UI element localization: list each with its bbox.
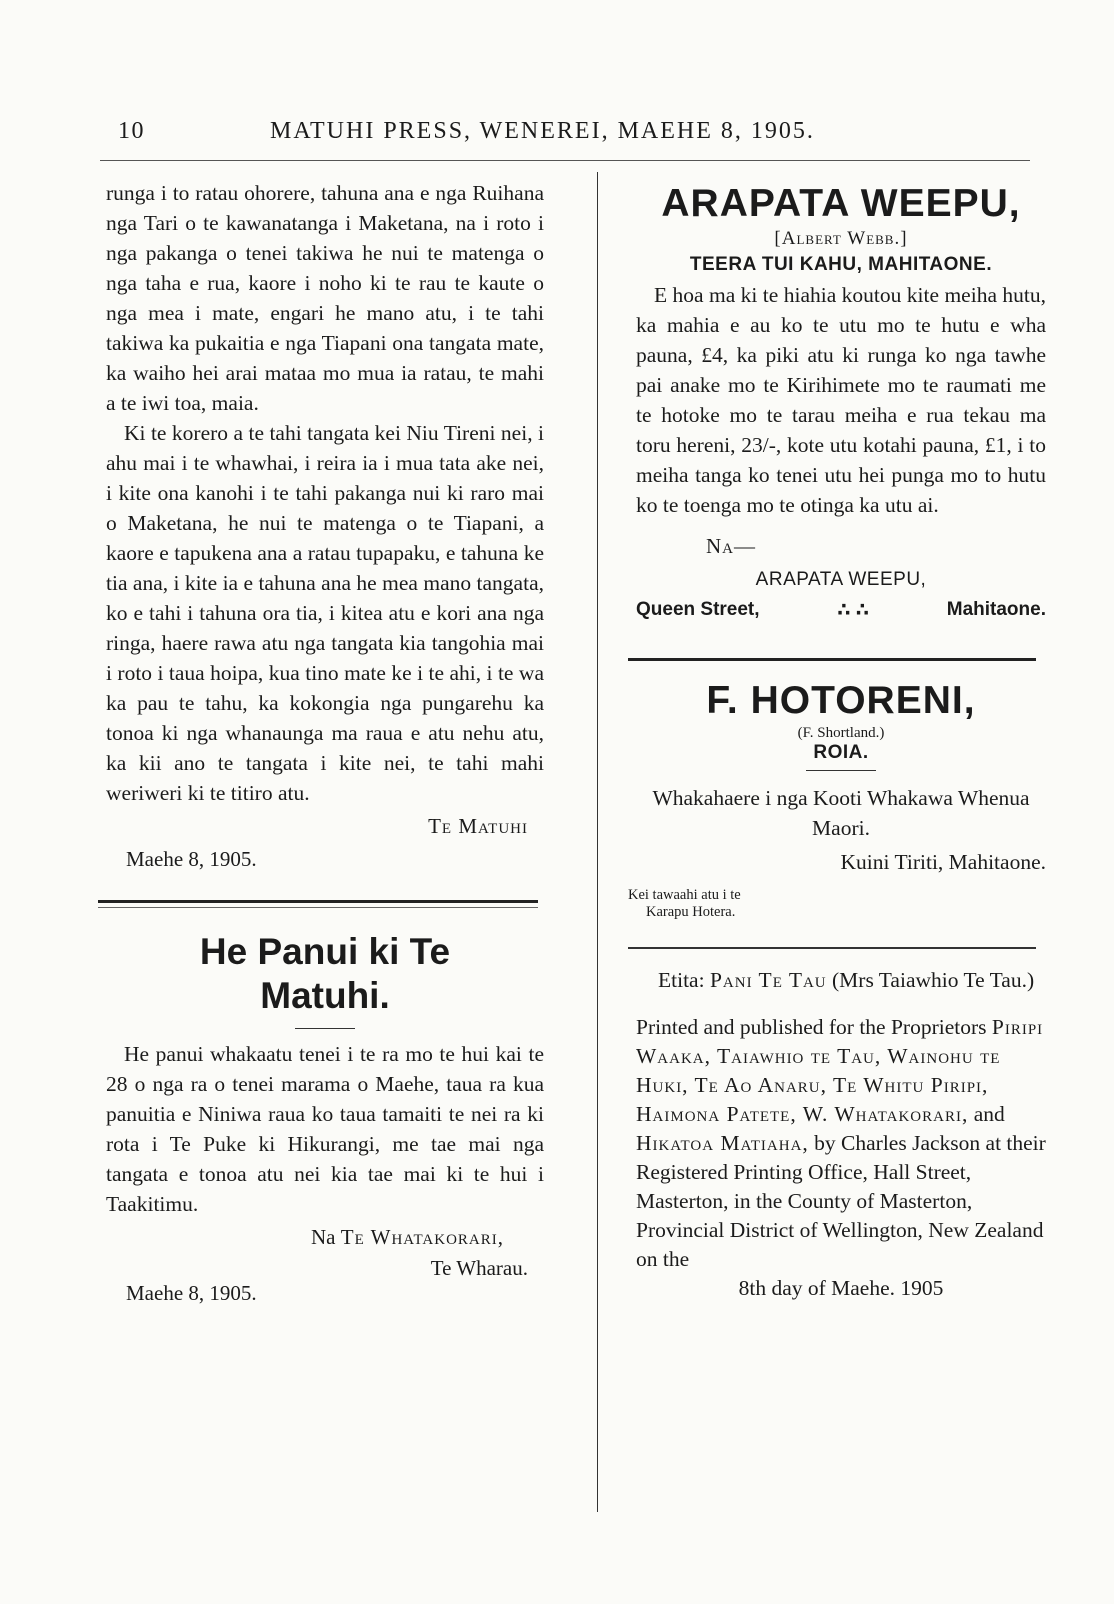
advert-sign-name: ARAPATA WEEPU, — [755, 569, 927, 590]
notice-signature-name: Te Whatakorari, — [340, 1225, 504, 1249]
editor-rule — [628, 947, 1036, 949]
notice-paragraph: He panui whakaatu tenei i te ra mo te hui kai te 28 o nga ra o tenei marama o Maehe, taua ra kua panuitia e Niniwa raua ko taua tamaiti te nei ra ki rota i Te Puke ki Hikurangi, me tae mai nga tangata e tonoa atu nei kia tae mai ki te hui i Taakitimu. — [106, 1042, 544, 1216]
imprint-proprietors: Piripi Waaka, Taiawhio te Tau, Wainohu te Huki, Te Ao Anaru, Te Whitu Piripi, Haimona Patete, W. Whatakorari, — [636, 1015, 1044, 1126]
notice-signature — [106, 1225, 504, 1250]
editor-text — [636, 965, 1046, 995]
advert2-note — [628, 887, 1046, 921]
imprint-and: and — [973, 1102, 1005, 1126]
imprint-proprietor-last: Hikatoa Matiaha, — [636, 1131, 809, 1155]
page-header — [110, 112, 1030, 152]
article-paragraph-2: Ki te korero a te tahi tangata kei Niu Tireni nei, i ahu mai i te whawhai, i reira ia i mua tata ake nei, i kite ona kanohi i te tahi pakanga nui ki raro mai o Maketana, he nui te matenga o te Tiapani, a kaore e tapukena ana a ratau tupapaku, e tahuna ke tia ana, i kite ia e tahuna ana he mea mano tangata, ko e tahi i tahuna ora tia, i kitea atu e kori ana nga ringa, haere rawa atu nga tangata kia tangohia mai i roto i taua hoipa, kua tino mate ke i te ahi, i te wa ka pau te tahu, ka kokongia nga pungarehu ka tonoa ki nga whanaunga ma raua e atu nehu atu, ka kii ano te tangata i kite nei, te tahi mahi weriweri ki te titiro atu. — [106, 421, 544, 805]
editor-alt-name: (Mrs Taiawhio Te Tau.) — [832, 968, 1035, 992]
editor-name: Pani Te Tau — [709, 968, 827, 992]
advert-rule-thick — [628, 658, 1036, 661]
imprint-end: by Charles Jackson at their Registered Printing Office, Hall Street, Masterton, in the County of Masterton, Provincial District of Wellington, New Zealand on the — [636, 1131, 1046, 1271]
notice-date: Maehe 8, 1905. — [126, 1281, 257, 1305]
notice-article — [106, 930, 544, 1306]
left-column — [106, 178, 544, 1306]
editor-label: Etita: — [658, 968, 705, 992]
advert2-address: Kuini Tiriti, Mahitaone. — [840, 850, 1046, 874]
advert2-role: ROIA. — [813, 742, 869, 763]
headline-short-rule — [295, 1028, 355, 1029]
article-signature: Te Matuhi — [428, 814, 528, 838]
article-date: Maehe 8, 1905. — [126, 847, 257, 871]
article-continued — [106, 178, 544, 872]
advert2-body: Whakahaere i nga Kooti Whakawa Whenua Maori. — [652, 786, 1030, 840]
imprint-date: 8th day of Maehe. 1905 — [738, 1276, 944, 1300]
notice-headline — [106, 930, 544, 1018]
imprint-start: Printed and published for the Proprietors — [636, 1015, 987, 1039]
advert-street: Queen Street, — [636, 599, 760, 620]
page-number: 10 — [118, 118, 145, 144]
advert-address-row — [636, 599, 1046, 622]
article-paragraph-1: runga i to ratau ohorere, tahuna ana e nga Ruihana nga Tari o te kawanatanga i Maketana, na i roto i nga pakanga o tenei takiwa he nui te matenga o nga taha e rua, kaore i noho ki te rau te kaute o nga mea i mate, engari he mano atu, i te tahi takiwa ka pukaitia e nga Tiapani ona tangata mate, ka waiho hei arai mataa mo mua ia ratau, te mahi a te iwi toa, maia. — [106, 181, 544, 415]
advert-separator: ∴ ∴ — [837, 600, 870, 621]
advert2-subtitle: (F. Shortland.) — [797, 725, 885, 741]
advert2-short-rule — [806, 770, 876, 771]
advert2-note-line-1: Kei tawaahi atu i te — [628, 887, 741, 903]
imprint-block — [636, 1013, 1046, 1301]
advert-title: ARAPATA WEEPU, — [661, 182, 1021, 225]
editor-line — [636, 965, 1046, 995]
running-title: MATUHI PRESS, WENEREI, MAEHE 8, 1905. — [270, 118, 815, 144]
section-rule-thin — [98, 907, 538, 908]
column-divider — [597, 172, 598, 1512]
advert-hotoreni — [628, 679, 1046, 921]
notice-signature-prefix: Na — [311, 1225, 336, 1249]
notice-place: Te Wharau. — [430, 1256, 528, 1280]
advert-subtitle: [Albert Webb.] — [774, 228, 908, 249]
advert2-note-line-2: Karapu Hotera. — [646, 904, 736, 920]
section-rule-thick — [98, 900, 538, 903]
notice-headline-line-1: He Panui ki Te — [199, 931, 451, 972]
advert-na: Na— — [706, 534, 756, 558]
advert-arapata-weepu — [636, 182, 1046, 622]
advert-trade: TEERA TUI KAHU, MAHITAONE. — [689, 254, 993, 275]
advert-town: Mahitaone. — [946, 599, 1046, 620]
right-column — [628, 178, 1046, 1301]
advert-body: E hoa ma ki te hiahia koutou kite meiha hutu, ka mahia e au ko te utu mo te hutu e wha pauna, £4, ka piki atu ki runga ko nga tawhe pai anake mo te Kirihimete mo te raumati me te hotoke mo te tarau meiha e rua tekau ma toru hereni, 23/-, kote utu kotahi pauna, £1, i to meiha tanga ko tenei utu hei punga mo to hutu ko te toenga mo te otinga ka utu ai. — [636, 283, 1046, 517]
imprint-text — [636, 1013, 1046, 1274]
notice-headline-line-2: Matuhi. — [260, 975, 390, 1016]
header-rule — [100, 160, 1030, 161]
advert2-title: F. HOTORENI, — [706, 679, 976, 722]
